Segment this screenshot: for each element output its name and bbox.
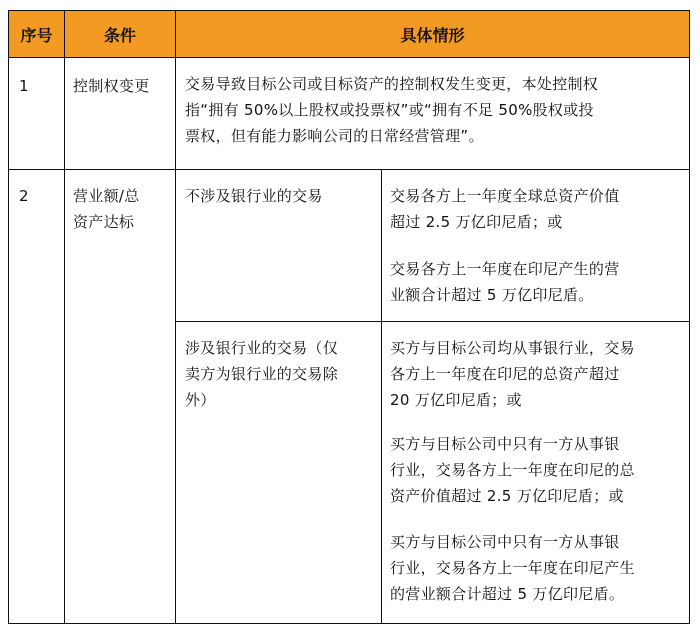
subrow-divider — [175, 321, 689, 322]
header-detail: 具体情形 — [400, 25, 465, 45]
case-non-banking-item — [390, 256, 685, 308]
col-divider-3 — [381, 170, 382, 623]
row1-detail-line: 交易导致目标公司或目标资产的控制权发生变更，本处控制权 — [185, 75, 599, 93]
case-banking-item — [390, 529, 685, 607]
row2-condition-line: 资产达标 — [73, 213, 135, 231]
row2-condition — [73, 183, 140, 235]
row1-no: 1 — [19, 77, 29, 95]
header-condition: 条件 — [103, 25, 136, 45]
row1-detail — [185, 71, 685, 149]
case-banking-item — [390, 335, 685, 413]
case-banking — [185, 335, 375, 413]
item-line: 行业，交易各方上一年度在印尼产生 — [390, 559, 635, 577]
item-line: 各方上一年度在印尼的总资产超过 — [390, 365, 620, 383]
header-no: 序号 — [20, 25, 53, 45]
row2-no: 2 — [19, 187, 29, 205]
col-divider-2 — [175, 11, 176, 623]
case-banking-item — [390, 431, 685, 509]
case-non-banking-item — [390, 183, 685, 235]
col-divider-1 — [64, 11, 65, 623]
item-line: 超过 2.5 万亿印尼盾；或 — [390, 213, 563, 231]
item-line: 买方与目标公司均从事银行业，交易 — [390, 339, 635, 357]
table-header — [9, 11, 689, 58]
item-line: 买方与目标公司中只有一方从事银 — [390, 435, 620, 453]
case-banking-line: 涉及银行业的交易（仅 — [185, 339, 339, 357]
item-line: 交易各方上一年度全球总资产价值 — [390, 187, 620, 205]
item-line: 20 万亿印尼盾；或 — [390, 391, 522, 409]
row-divider-1 — [9, 169, 689, 170]
row2-condition-line: 营业额/总 — [73, 187, 140, 205]
case-non-banking: 不涉及银行业的交易 — [185, 187, 323, 205]
conditions-table — [8, 10, 690, 624]
row1-detail-line: 指“拥有 50%以上股权或投票权”或“拥有不足 50%股权或投 — [185, 101, 594, 119]
item-line: 行业，交易各方上一年度在印尼的总 — [390, 461, 635, 479]
row1-condition: 控制权变更 — [73, 77, 150, 95]
item-line: 资产价值超过 2.5 万亿印尼盾；或 — [390, 487, 624, 505]
case-banking-line: 卖方为银行业的交易除 — [185, 365, 339, 383]
item-line: 买方与目标公司中只有一方从事银 — [390, 533, 620, 551]
item-line: 的营业额合计超过 5 万亿印尼盾。 — [390, 585, 625, 603]
item-line: 交易各方上一年度在印尼产生的营 — [390, 260, 620, 278]
item-line: 业额合计超过 5 万亿印尼盾。 — [390, 286, 594, 304]
case-banking-line: 外） — [185, 391, 216, 409]
row1-detail-line: 票权，但有能力影响公司的日常经营管理”。 — [185, 127, 484, 145]
